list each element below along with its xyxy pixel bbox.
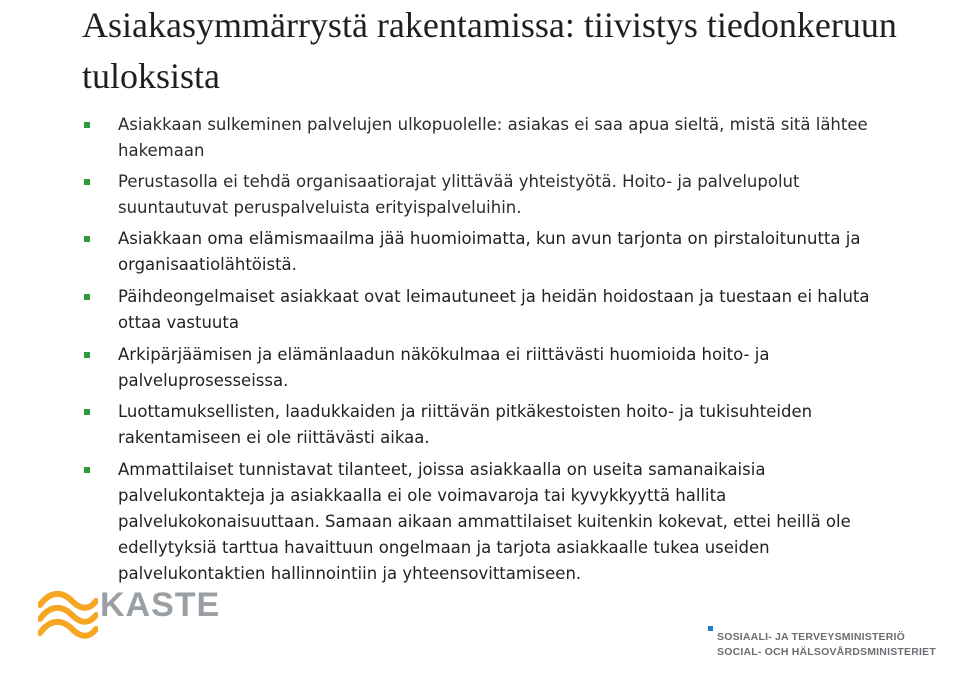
square-bullet-icon: [84, 122, 90, 128]
bullet-text: Asiakkaan oma elämismaailma jää huomioimatta, kun avun tarjonta on pirstaloitunutta ja organisaatiolähtöistä.: [118, 229, 861, 274]
kaste-waves-icon: [38, 585, 98, 645]
ministry-logo: [706, 626, 956, 660]
bullet-list: [82, 112, 882, 587]
bullet-text: Asiakkaan sulkeminen palvelujen ulkopuolelle: asiakas ei saa apua sieltä, mistä sitä lähtee hakemaan: [118, 115, 868, 160]
bullet-item: [82, 457, 882, 587]
square-bullet-icon: [84, 352, 90, 358]
bullet-item: [82, 284, 882, 336]
bullet-item: [82, 399, 882, 451]
square-bullet-icon: [84, 294, 90, 300]
bullet-text: Perustasolla ei tehdä organisaatiorajat ylittävää yhteistyötä. Hoito- ja palvelupolut suuntautuvat peruspalveluista erityispalveluihin.: [118, 172, 800, 217]
bullet-item: [82, 226, 882, 278]
bullet-item: [82, 112, 882, 164]
ministry-name-sv: SOCIAL- OCH HÄLSOVÅRDSMINISTERIET: [717, 646, 936, 658]
bullet-item: [82, 169, 882, 221]
bullet-item: [82, 342, 882, 394]
square-bullet-icon: [84, 236, 90, 242]
slide-title: Asiakasymmärrystä rakentamissa: tiivistys tiedonkeruun tuloksista: [82, 5, 897, 96]
kaste-logo-text: KASTE: [100, 586, 221, 624]
square-bullet-icon: [84, 467, 90, 473]
bullet-text: Luottamuksellisten, laadukkaiden ja riittävän pitkäkestoisten hoito- ja tukisuhteiden rakentamiseen ei ole riittävästi aikaa.: [118, 402, 813, 447]
bullet-text: Päihdeongelmaiset asiakkaat ovat leimautuneet ja heidän hoidostaan ja tuestaan ei haluta ottaa vastuuta: [118, 287, 870, 332]
ministry-name-fi: SOSIAALI- JA TERVEYSMINISTERIÖ: [717, 631, 906, 643]
bullet-text: Ammattilaiset tunnistavat tilanteet, joissa asiakkaalla on useita samanaikaisia palvelukontakteja ja asiakkaalla ei ole voimavaroja tai kyvykkyyttä hallita palvelukokonaisuuttaan. Samaan aikaan ammattilaiset kuitenkin kokevat, ettei heillä ole edellytyksiä tarttua havaittuun ongelmaan ja tarjota asiakkaalle tukea useiden palvelukontaktien hallinnointiin ja yhteensovittamiseen.: [118, 460, 851, 583]
square-bullet-icon: [84, 179, 90, 185]
kaste-logo: [38, 585, 221, 645]
ministry-dot-icon: [708, 626, 713, 631]
square-bullet-icon: [84, 409, 90, 415]
bullet-text: Arkipärjäämisen ja elämänlaadun näkökulmaa ei riittävästi huomioida hoito- ja palveluprosesseissa.: [118, 345, 770, 390]
